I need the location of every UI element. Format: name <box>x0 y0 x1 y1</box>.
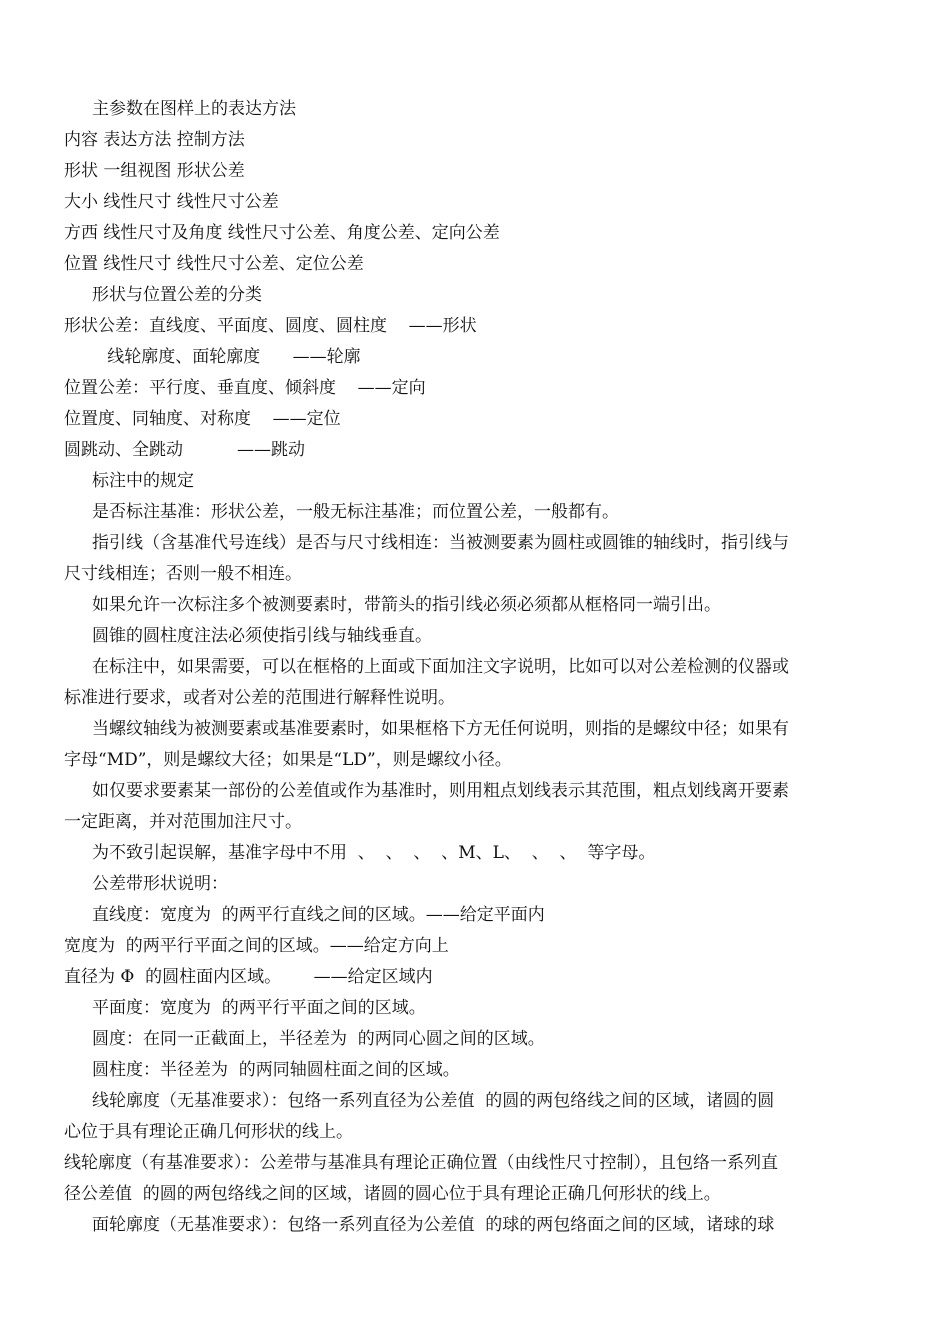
text-line: 线轮廓度（有基准要求）：公差带与基准具有理论正确位置（由线性尺寸控制），且包络一系列直 <box>64 1153 778 1173</box>
text-line: 位置 线性尺寸 线性尺寸公差、定位公差 <box>64 254 364 274</box>
text-line: 位置度、同轴度、对称度 ——定位 <box>64 409 341 429</box>
text-line: 大小 线性尺寸 线性尺寸公差 <box>64 192 279 212</box>
text-line: 圆柱度：半径差为 的两同轴圆柱面之间的区域。 <box>92 1060 460 1080</box>
text-line: 在标注中，如果需要，可以在框格的上面或下面加注文字说明，比如可以对公差检测的仪器或 <box>92 657 789 677</box>
text-line: 指引线（含基准代号连线）是否与尺寸线相连：当被测要素为圆柱或圆锥的轴线时，指引线与 <box>92 533 789 553</box>
text-line: 圆度：在同一正截面上，半径差为 的两同心圆之间的区域。 <box>92 1029 545 1049</box>
text-line: 公差带形状说明： <box>92 874 228 894</box>
text-line: 位置公差：平行度、垂直度、倾斜度 ——定向 <box>64 378 426 398</box>
text-line: 直线度：宽度为 的两平行直线之间的区域。——给定平面内 <box>92 905 545 925</box>
text-line: 圆锥的圆柱度注法必须使指引线与轴线垂直。 <box>92 626 432 646</box>
text-line: 线轮廓度、面轮廓度 ——轮廓 <box>64 347 361 367</box>
text-line: 形状公差：直线度、平面度、圆度、圆柱度 ——形状 <box>64 316 477 336</box>
text-line: 宽度为 的两平行平面之间的区域。——给定方向上 <box>64 936 449 956</box>
text-line: 如仅要求要素某一部份的公差值或作为基准时，则用粗点划线表示其范围，粗点划线离开要素 <box>92 781 789 801</box>
text-line: 方西 线性尺寸及角度 线性尺寸公差、角度公差、定向公差 <box>64 223 500 243</box>
text-line: 主参数在图样上的表达方法 <box>92 99 296 119</box>
text-line: 形状 一组视图 形状公差 <box>64 161 245 181</box>
text-line: 径公差值 的圆的两包络线之间的区域，诸圆的圆心位于具有理论正确几何形状的线上。 <box>64 1184 721 1204</box>
text-line: 字母“MD”，则是螺纹大径；如果是“LD”，则是螺纹小径。 <box>64 750 512 770</box>
text-line: 为不致引起误解，基准字母中不用 、 、 、 、M、L、 、 、 等字母。 <box>92 843 656 863</box>
text-line: 直径为 Φ 的圆柱面内区域。 ——给定区域内 <box>64 967 433 987</box>
text-line: 尺寸线相连；否则一般不相连。 <box>64 564 302 584</box>
text-line: 心位于具有理论正确几何形状的线上。 <box>64 1122 353 1142</box>
document-body <box>64 94 892 1241</box>
text-line: 标注中的规定 <box>92 471 194 491</box>
text-line: 圆跳动、全跳动 ——跳动 <box>64 440 306 460</box>
text-line: 平面度：宽度为 的两平行平面之间的区域。 <box>92 998 426 1018</box>
text-line: 一定距离，并对范围加注尺寸。 <box>64 812 302 832</box>
text-line: 面轮廓度（无基准要求）：包络一系列直径为公差值 的球的两包络面之间的区域，诸球的球 <box>92 1215 775 1235</box>
text-line: 是否标注基准：形状公差，一般无标注基准；而位置公差，一般都有。 <box>92 502 619 522</box>
text-line: 线轮廓度（无基准要求）：包络一系列直径为公差值 的圆的两包络线之间的区域，诸圆的圆 <box>92 1091 775 1111</box>
text-line: 内容 表达方法 控制方法 <box>64 130 245 150</box>
text-line: 形状与位置公差的分类 <box>92 285 262 305</box>
text-line: 当螺纹轴线为被测要素或基准要素时，如果框格下方无任何说明，则指的是螺纹中径；如果有 <box>92 719 789 739</box>
text-line: 标准进行要求，或者对公差的范围进行解释性说明。 <box>64 688 455 708</box>
text-line: 如果允许一次标注多个被测要素时，带箭头的指引线必须必须都从框格同一端引出。 <box>92 595 721 615</box>
